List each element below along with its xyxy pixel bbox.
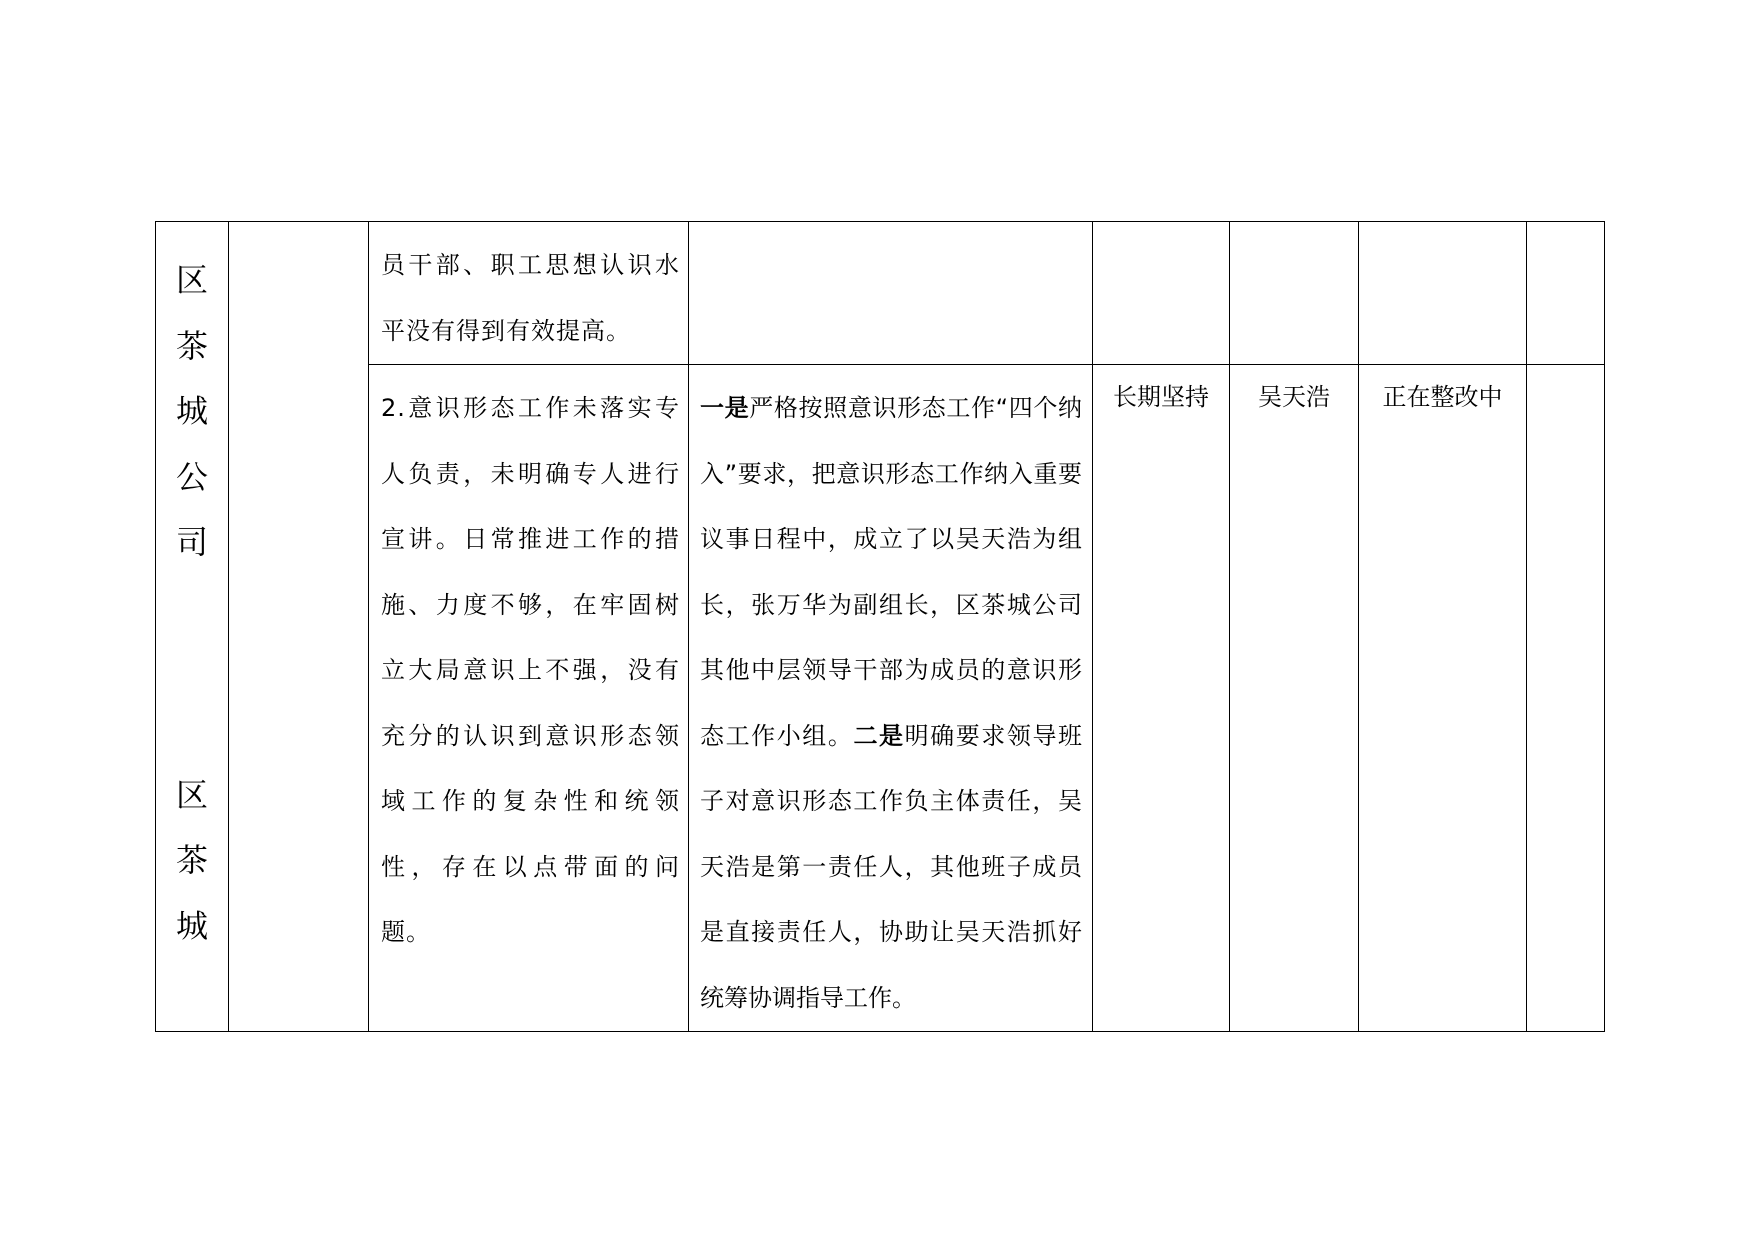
measure-part-1-body: 严格按照意识形态工作“四个纳入”要求，把意识形态工作纳入重要议事日程中，成立了以吴天浩为组长，张万华为副组长，区茶城公司其他中层领导干部为成员的意识形态工作小组。	[700, 394, 1083, 750]
issue-text: 2.意识形态工作未落实专人负责，未明确专人进行宣讲。日常推进工作的措施、力度不够，在牢固树立大局意识上不强，没有充分的认识到意识形态领域工作的复杂性和统领性，存在以点带面的问题。	[381, 394, 680, 946]
unit-char: 茶	[175, 841, 208, 879]
unit-char: 司	[175, 523, 208, 561]
note-cell	[1527, 365, 1605, 1032]
status-cell: 正在整改中	[1359, 365, 1527, 1032]
person-cell	[1230, 222, 1359, 365]
rectification-table	[155, 221, 1605, 1032]
measure-part-2-body: 明确要求领导班子对意识形态工作负主体责任，吴天浩是第一责任人，其他班子成员是直接责任人，协助让吴天浩抓好统筹协调指导工作。	[700, 721, 1083, 1012]
status-cell	[1359, 222, 1527, 365]
unit-char: 区	[175, 775, 208, 814]
unit-label-top	[156, 222, 228, 576]
issue-text: 员干部、职工思想认识水平没有得到有效提高。	[381, 251, 680, 345]
measure-cell	[689, 222, 1093, 365]
table-row	[156, 222, 1605, 365]
deadline-cell: 长期坚持	[1093, 365, 1230, 1032]
measure-part-1-heading: 一是	[700, 394, 750, 422]
issue-cell	[369, 365, 689, 1032]
issue-cell	[369, 222, 689, 365]
person-cell: 吴天浩	[1230, 365, 1359, 1032]
unit-char: 茶	[175, 326, 208, 365]
measure-text	[689, 365, 1092, 1031]
unit-char: 城	[175, 392, 208, 430]
note-cell	[1527, 222, 1605, 365]
unit-char: 公	[175, 457, 208, 496]
measure-part-2-heading: 二是	[853, 721, 905, 750]
unit-char: 城	[175, 906, 208, 945]
measure-cell	[689, 365, 1093, 1032]
unit-cell	[156, 222, 229, 1032]
table-row	[156, 365, 1605, 1032]
unit-char: 区	[175, 261, 208, 299]
deadline-cell	[1093, 222, 1230, 365]
unit-label-bottom	[156, 763, 228, 960]
category-cell	[229, 222, 369, 1032]
